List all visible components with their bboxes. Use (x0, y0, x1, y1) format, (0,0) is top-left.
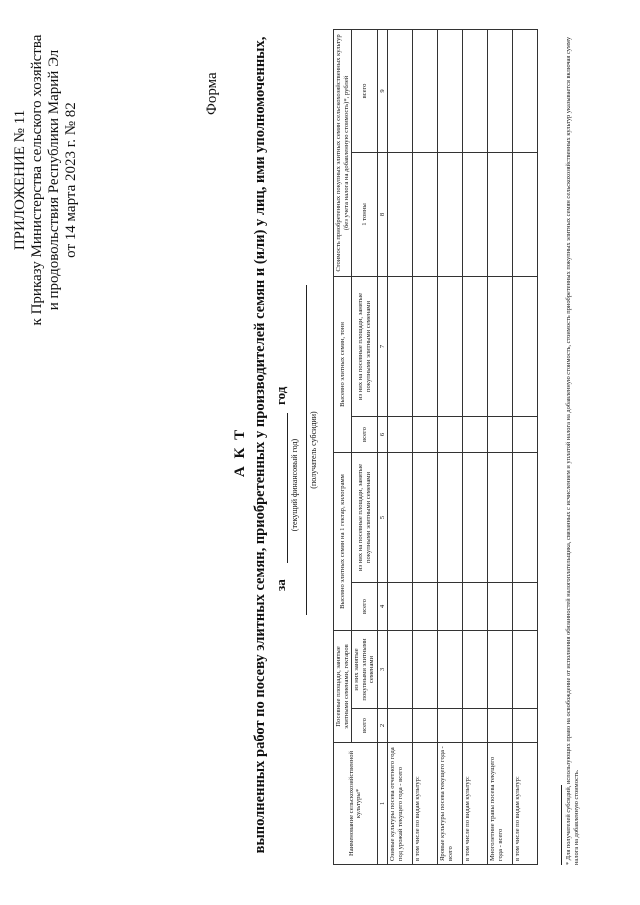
footnote-divider (560, 785, 562, 865)
column-number: 5 (377, 453, 387, 583)
table-cell[interactable] (487, 631, 512, 709)
header-seed-cost: Стоимость приобретенных покупных элитных семян сельскохозяйственных культур (без учета налога на добавленную стоимость)*, рублей (334, 29, 352, 276)
table-cell[interactable] (387, 453, 412, 583)
table-cell[interactable] (487, 417, 512, 453)
table-cell[interactable] (387, 152, 412, 276)
row-label: в том числе по видам культур: (412, 743, 437, 865)
table-cell[interactable] (487, 453, 512, 583)
table-cell[interactable] (462, 453, 487, 583)
year-caption: (текущий финансовый год) (290, 438, 299, 532)
table-cell[interactable] (387, 709, 412, 743)
table-cell[interactable] (512, 631, 537, 709)
header-crop-name: Наименование сельскохозяйственной культуры* (334, 743, 378, 865)
subheader-per-ha-purchased: из них на посевные площади, занятые покупными элитными семенами (352, 453, 378, 583)
row-label: Многолетние травы посева текущего года - всего (487, 743, 512, 865)
table-cell[interactable] (462, 631, 487, 709)
table-cell[interactable] (512, 709, 537, 743)
table-cell[interactable] (487, 29, 512, 152)
table-cell[interactable] (412, 453, 437, 583)
table-cell[interactable] (387, 583, 412, 631)
recipient-caption: (получатель субсидии) (309, 411, 318, 489)
appendix-number: ПРИЛОЖЕНИЕ № 11 (12, 109, 28, 251)
seed-sowing-table (333, 29, 538, 865)
table-row (412, 29, 437, 864)
subheader-one-ton: 1 тонны (352, 152, 378, 276)
table-cell[interactable] (437, 152, 462, 276)
table-cell[interactable] (437, 583, 462, 631)
table-cell[interactable] (512, 276, 537, 416)
table-cell[interactable] (487, 709, 512, 743)
subheader-area-purchased: из них занятые покупными элитными семенами (352, 631, 378, 709)
table-row (487, 29, 512, 864)
table-cell[interactable] (487, 583, 512, 631)
subheader-total: всего (352, 583, 378, 631)
subheader-total: всего (352, 417, 378, 453)
row-label: в том числе по видам культур: (462, 743, 487, 865)
table-cell[interactable] (412, 709, 437, 743)
table-cell[interactable] (462, 709, 487, 743)
table-cell[interactable] (437, 29, 462, 152)
period-suffix: год (273, 386, 288, 405)
recipient-field[interactable] (305, 285, 307, 615)
table-row (462, 29, 487, 864)
appendix-header (12, 15, 80, 345)
table-cell[interactable] (387, 276, 412, 416)
column-number: 1 (377, 743, 387, 865)
table-cell[interactable] (462, 276, 487, 416)
row-label: в том числе по видам культур: (512, 743, 537, 865)
table-cell[interactable] (487, 152, 512, 276)
column-number: 6 (377, 417, 387, 453)
table-cell[interactable] (437, 631, 462, 709)
header-seeds-per-hectare: Высеяно элитных семян на 1 гектар, килограмм (334, 453, 352, 631)
header-sown-area: Посевные площади, занятые элитными семенами, гектаров (334, 631, 352, 743)
column-number: 4 (377, 583, 387, 631)
column-number: 3 (377, 631, 387, 709)
table-cell[interactable] (462, 583, 487, 631)
table-cell[interactable] (412, 29, 437, 152)
table-cell[interactable] (387, 29, 412, 152)
appendix-date-line: от 14 марта 2023 г. № 82 (63, 102, 79, 258)
column-number: 7 (377, 276, 387, 416)
column-number: 8 (377, 152, 387, 276)
subheader-total: всего (352, 709, 378, 743)
column-number: 2 (377, 709, 387, 743)
table-cell[interactable] (512, 152, 537, 276)
table-cell[interactable] (512, 453, 537, 583)
header-seeds-sown-tons: Высеяно элитных семян, тонн (334, 276, 352, 452)
table-cell[interactable] (437, 453, 462, 583)
table-cell[interactable] (412, 276, 437, 416)
table-cell[interactable] (512, 29, 537, 152)
row-label: Яровые культуры посева текущего года - всего (437, 743, 462, 865)
appendix-order-line: к Приказу Министерства сельского хозяйства (29, 34, 45, 326)
subheader-tons-purchased: из них на посевные площади, занятые покупными элитными семенами (352, 276, 378, 416)
table-cell[interactable] (512, 583, 537, 631)
period-prefix: за (273, 579, 288, 591)
table-cell[interactable] (437, 709, 462, 743)
table-cell[interactable] (387, 417, 412, 453)
document-title: А К Т (232, 427, 248, 478)
table-cell[interactable] (462, 417, 487, 453)
form-label: Форма (204, 72, 220, 115)
footnote: * Для получателей субсидий, использующих право на освобождение от исполнения обязанностей налогоплательщика, связанных с исчислением и уплатой налога на добавленную стоимость, стоимость приобретенных покупных элитных семян сельскохозяйственных культур указывается включая сумму налога на добавленную стоимость. (565, 36, 580, 865)
table-cell[interactable] (437, 276, 462, 416)
table-row (387, 29, 412, 864)
table-row (512, 29, 537, 864)
year-field[interactable] (286, 413, 288, 563)
table-cell[interactable] (487, 276, 512, 416)
table-row (437, 29, 462, 864)
document-subtitle: выполненных работ по посеву элитных семян, приобретенных у производителей семян и (или) у лиц, ими уполномоченных, (252, 36, 268, 854)
appendix-ministry-line: и продовольствия Республики Марий Эл (46, 49, 62, 311)
table-cell[interactable] (512, 417, 537, 453)
table-cell[interactable] (462, 29, 487, 152)
row-label: Озимые культуры посева отчетного года под урожай текущего года - всего (387, 743, 412, 865)
table-cell[interactable] (412, 583, 437, 631)
column-number: 9 (377, 29, 387, 152)
column-number-row (377, 29, 387, 864)
table-cell[interactable] (437, 417, 462, 453)
table-cell[interactable] (462, 152, 487, 276)
subheader-total: всего (352, 29, 378, 152)
table-cell[interactable] (412, 417, 437, 453)
table-cell[interactable] (412, 631, 437, 709)
table-cell[interactable] (412, 152, 437, 276)
table-cell[interactable] (387, 631, 412, 709)
